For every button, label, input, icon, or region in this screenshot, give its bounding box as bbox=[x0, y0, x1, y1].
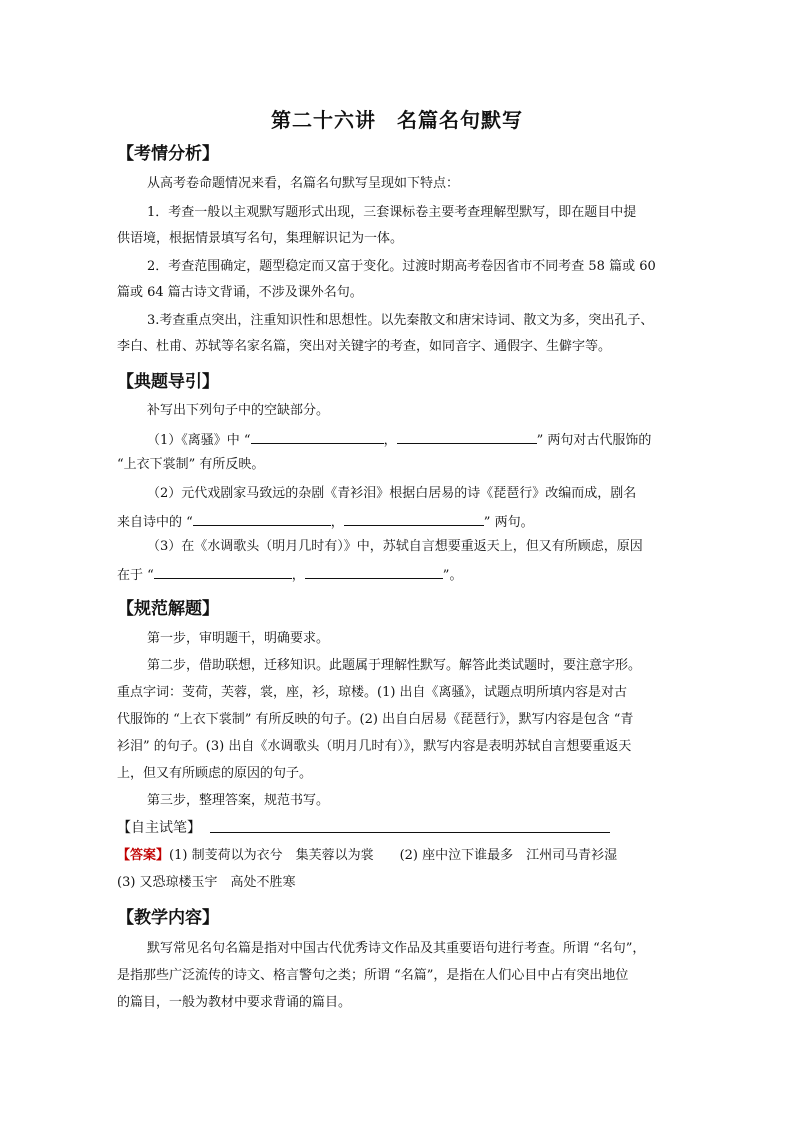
q1-blank-2[interactable] bbox=[397, 430, 537, 444]
self-test-answer-line[interactable] bbox=[210, 832, 610, 833]
q2-blank-2[interactable] bbox=[344, 512, 484, 526]
question-1-line-a bbox=[147, 430, 651, 449]
solution-step-2b: 重点字词：芰荷，芙蓉，裳，座，衫，琼楼。(1) 出自《离骚》，试题点明所填内容是对古 bbox=[117, 685, 628, 700]
q2-suffix: ” 两句。 bbox=[483, 515, 534, 530]
analysis-point-2a: 2．考查范围确定，题型稳定而又富于变化。过渡时期高考卷因省市不同考查 58 篇或 60 bbox=[147, 259, 656, 274]
solution-step-3: 第三步，整理答案，规范书写。 bbox=[147, 793, 330, 808]
teaching-line-1: 默写常见名句名篇是指对中国古代优秀诗文作品及其重要语句进行考查。所谓 “名句”， bbox=[147, 941, 646, 956]
analysis-point-2b: 篇或 64 篇古诗文背诵，不涉及课外名句。 bbox=[117, 285, 363, 300]
answer-label: 【答案】 bbox=[117, 848, 170, 863]
teaching-line-2: 是指那些广泛流传的诗文、格言警句之类；所谓 “名篇”，是指在人们心目中占有突出地位 bbox=[117, 968, 629, 983]
q1-blank-1[interactable] bbox=[251, 430, 384, 444]
answer-line-1 bbox=[117, 848, 617, 864]
section-heading-analysis: 【考情分析】 bbox=[117, 144, 219, 164]
solution-step-2e: 上，但又有所顾虑的原因的句子。 bbox=[117, 766, 313, 781]
page-title: 第二十六讲 名篇名句默写 bbox=[271, 108, 523, 132]
question-1-line-b: “上衣下裳制” 有所反映。 bbox=[117, 457, 265, 472]
section-heading-solution: 【规范解题】 bbox=[117, 599, 219, 619]
question-3-line-a: （3）在《水调歌头（明月几时有）》中，苏轼自言想要重返天上，但又有所顾虑，原因 bbox=[147, 539, 643, 554]
answer-text-1: (1) 制芰荷以为衣兮 集芙蓉以为裳 (2) 座中泣下谁最多 江州司马青衫湿 bbox=[169, 848, 618, 863]
solution-step-2a: 第二步，借助联想，迁移知识。此题属于理解性默写。解答此类试题时，要注意字形。 bbox=[147, 658, 642, 673]
q1-prefix: （1）《离骚》中 “ bbox=[147, 433, 251, 448]
example-intro: 补写出下列句子中的空缺部分。 bbox=[147, 403, 330, 418]
question-2-line-a: （2）元代戏剧家马致远的杂剧《青衫泪》根据白居易的诗《琵琶行》改编而成，剧名 bbox=[147, 486, 637, 501]
q3-blank-2[interactable] bbox=[305, 565, 443, 579]
question-2-line-b bbox=[117, 512, 534, 531]
solution-step-2c: 代服饰的 “上衣下裳制” 有所反映的句子。(2) 出自白居易《琵琶行》，默写内容是包含 “青 bbox=[117, 712, 634, 727]
q1-comma: ， bbox=[383, 433, 397, 448]
analysis-point-1a: 1．考查一般以主观默写题形式出现，三套课标卷主要考查理解型默写，即在题目中提 bbox=[147, 205, 637, 220]
analysis-point-3a: 3.考查重点突出，注重知识性和思想性。以先秦散文和唐宋诗词、散文为多，突出孔子、 bbox=[147, 313, 654, 328]
solution-step-2d: 衫泪” 的句子。(3) 出自《水调歌头（明月几时有）》，默写内容是表明苏轼自言想要重返天 bbox=[117, 739, 632, 754]
analysis-point-1b: 供语境，根据情景填写名句，集理解识记为一体。 bbox=[117, 231, 404, 246]
section-heading-teaching: 【教学内容】 bbox=[117, 908, 219, 928]
question-3-line-b bbox=[117, 565, 462, 584]
q2-blank-1[interactable] bbox=[193, 512, 331, 526]
q3-suffix: ”。 bbox=[442, 568, 463, 583]
q3-prefix: 在于 “ bbox=[117, 568, 154, 583]
q1-suffix: ” 两句对古代服饰的 bbox=[536, 433, 652, 448]
self-test-label: 【自主试笔】 bbox=[117, 820, 201, 836]
q3-comma: ， bbox=[291, 568, 305, 583]
q2-prefix: 来自诗中的 “ bbox=[117, 515, 193, 530]
q3-blank-1[interactable] bbox=[154, 565, 292, 579]
section-heading-example: 【典题导引】 bbox=[117, 372, 219, 392]
analysis-intro: 从高考卷命题情况来看，名篇名句默写呈现如下特点： bbox=[147, 176, 460, 191]
solution-step-1: 第一步，审明题干，明确要求。 bbox=[147, 631, 330, 646]
teaching-line-3: 的篇目，一般为教材中要求背诵的篇目。 bbox=[117, 995, 352, 1010]
q2-comma: ， bbox=[330, 515, 344, 530]
answer-line-2: (3) 又恐琼楼玉宇 高处不胜寒 bbox=[117, 875, 296, 890]
analysis-point-3b: 李白、杜甫、苏轼等名家名篇，突出对关键字的考查，如同音字、通假字、生僻字等。 bbox=[117, 339, 612, 354]
